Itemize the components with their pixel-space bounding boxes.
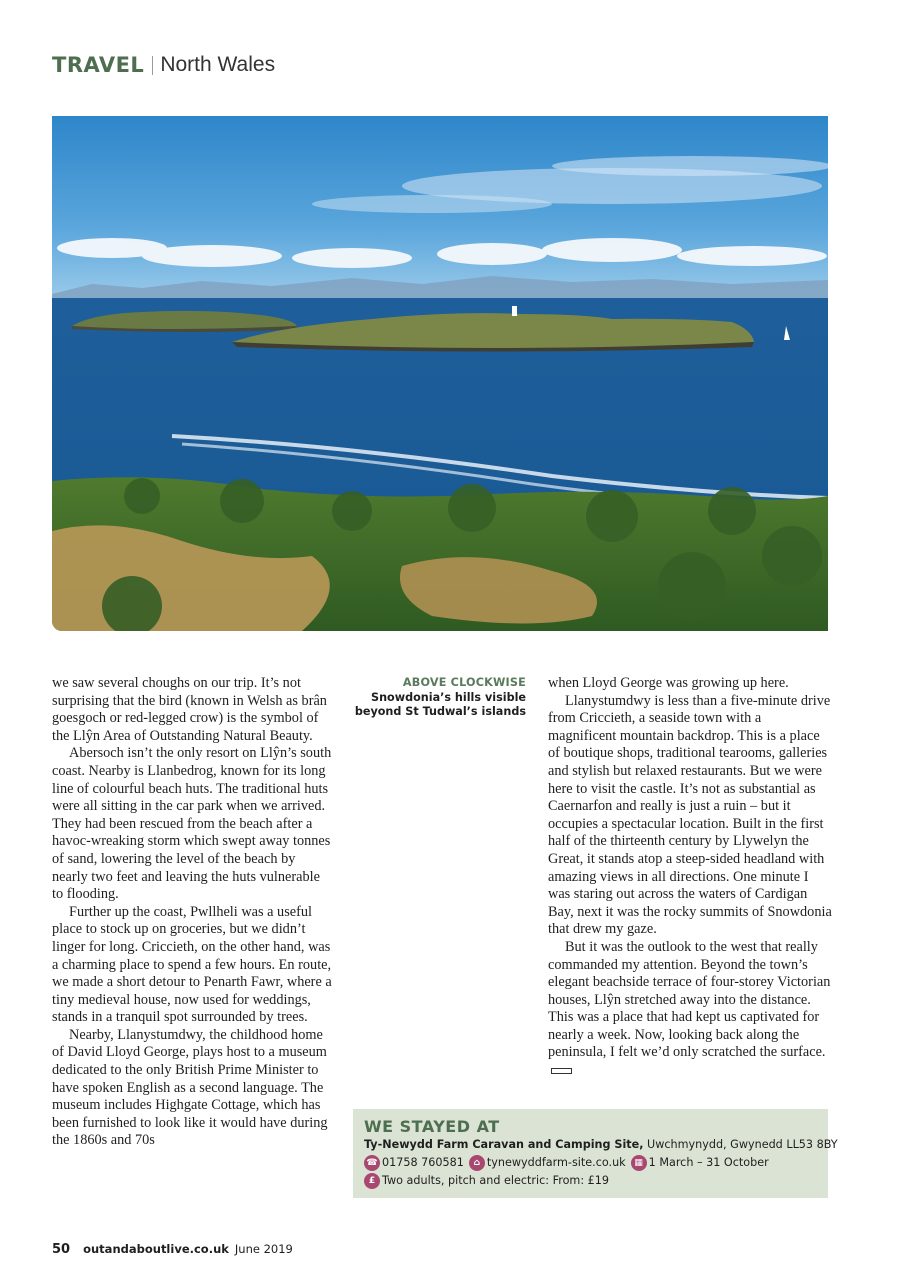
paragraph: when Lloyd George was growing up here. bbox=[548, 675, 789, 691]
page-header bbox=[52, 50, 275, 80]
photo-caption bbox=[352, 676, 526, 720]
phone-icon: ☎ bbox=[364, 1155, 380, 1171]
venue-website[interactable]: tynewyddfarm-site.co.uk bbox=[486, 1156, 626, 1169]
paragraph bbox=[548, 939, 832, 1080]
header-divider bbox=[152, 56, 153, 75]
paragraph: Nearby, Llanystumdwy, the childhood home of David Lloyd George, plays host to a museum dedicated to the only British Prime Minister to have spoken English as a second language. The museum includes Highgate Cottage, which has been furnished to look like it would have during the 1860s and 70s bbox=[52, 1026, 328, 1149]
venue-phone: 01758 760581 bbox=[382, 1156, 464, 1169]
footer-site: outandaboutlive.co.uk bbox=[83, 1242, 229, 1256]
footer-date: June 2019 bbox=[234, 1242, 293, 1256]
venue-price: Two adults, pitch and electric: From: £19 bbox=[382, 1174, 610, 1187]
section-label: TRAVEL bbox=[52, 53, 145, 77]
article-column-right bbox=[548, 675, 832, 1080]
page-number: 50 bbox=[52, 1242, 71, 1257]
venue-dates: 1 March – 31 October bbox=[648, 1156, 769, 1169]
paragraph: Further up the coast, Pwllheli was a useful place to stock up on groceries, but we didn’t linger for long. Criccieth, on the other hand, was a charming place to spend a few hours. En route, we made a short detour to Penarth Fawr, where a tiny medieval house, now used for weddings, stands in a tranquil spot surrounded by trees. bbox=[52, 903, 332, 1026]
paragraph: we saw several choughs on our trip. It’s not surprising that the bird (known in Welsh as brân goesgoch or red-legged crow) is the symbol of the Llŷn Area of Outstanding Natural Beauty. bbox=[52, 675, 327, 744]
page-footer bbox=[52, 1242, 293, 1257]
price-line bbox=[364, 1172, 817, 1190]
paragraph-text: But it was the outlook to the west that really commanded my attention. Beyond the town’s elegant beachside terrace of four-storey Victorian houses, Llŷn stretched away into the distance. This was a place that had kept us captivated for nearly a week. Now, looking back along the peninsula, I felt we’d only scratched the surface. bbox=[548, 938, 831, 1061]
caption-heading: ABOVE CLOCKWISE bbox=[402, 676, 526, 689]
venue-line bbox=[364, 1136, 838, 1154]
subsection-label: North Wales bbox=[160, 53, 276, 76]
paragraph: Llanystumdwy is less than a five-minute drive from Criccieth, a seaside town with a magnificent mountain backdrop. This is a place of boutique shops, traditional tearooms, galleries and stylish but relaxed restaurants. But we were here to visit the castle. It’s not as substantial as Caernarfon and really is just a ruin – but it occupies a spectacular location. Built in the first half of the thirteenth century by Llywelyn the Great, it stands atop a steep-sided headland with amazing views in all directions. One minute I was staring out across the waters of Cardigan Bay, next it was the rocky summits of Snowdonia that drew my gaze. bbox=[548, 692, 832, 938]
contact-line bbox=[364, 1154, 817, 1172]
calendar-icon: ▦ bbox=[631, 1155, 647, 1171]
caption-text: Snowdonia’s hills visible beyond St Tudwal’s islands bbox=[354, 690, 526, 718]
end-mark-icon bbox=[551, 1068, 572, 1074]
venue-name: Ty-Newydd Farm Caravan and Camping Site, bbox=[364, 1138, 644, 1151]
box-title: WE STAYED AT bbox=[364, 1117, 500, 1136]
mouse-icon: ⌂ bbox=[469, 1155, 485, 1171]
venue-address: Uwchmynydd, Gwynedd LL53 8BY bbox=[647, 1138, 838, 1151]
we-stayed-at-box bbox=[353, 1109, 838, 1198]
article-column-left bbox=[52, 675, 334, 1150]
coast-photo bbox=[52, 116, 828, 631]
paragraph: Abersoch isn’t the only resort on Llŷn’s south coast. Nearby is Llanbedrog, known for its long line of colourful beach huts. The traditional huts were all sitting in the car park when we arrived. They had been rescued from the beach after a havoc-wreaking storm which swept away tonnes of sand, lowering the level of the beach by nearly two feet and leaving the huts vulnerable to flooding. bbox=[52, 745, 332, 903]
pound-icon: £ bbox=[364, 1173, 380, 1189]
